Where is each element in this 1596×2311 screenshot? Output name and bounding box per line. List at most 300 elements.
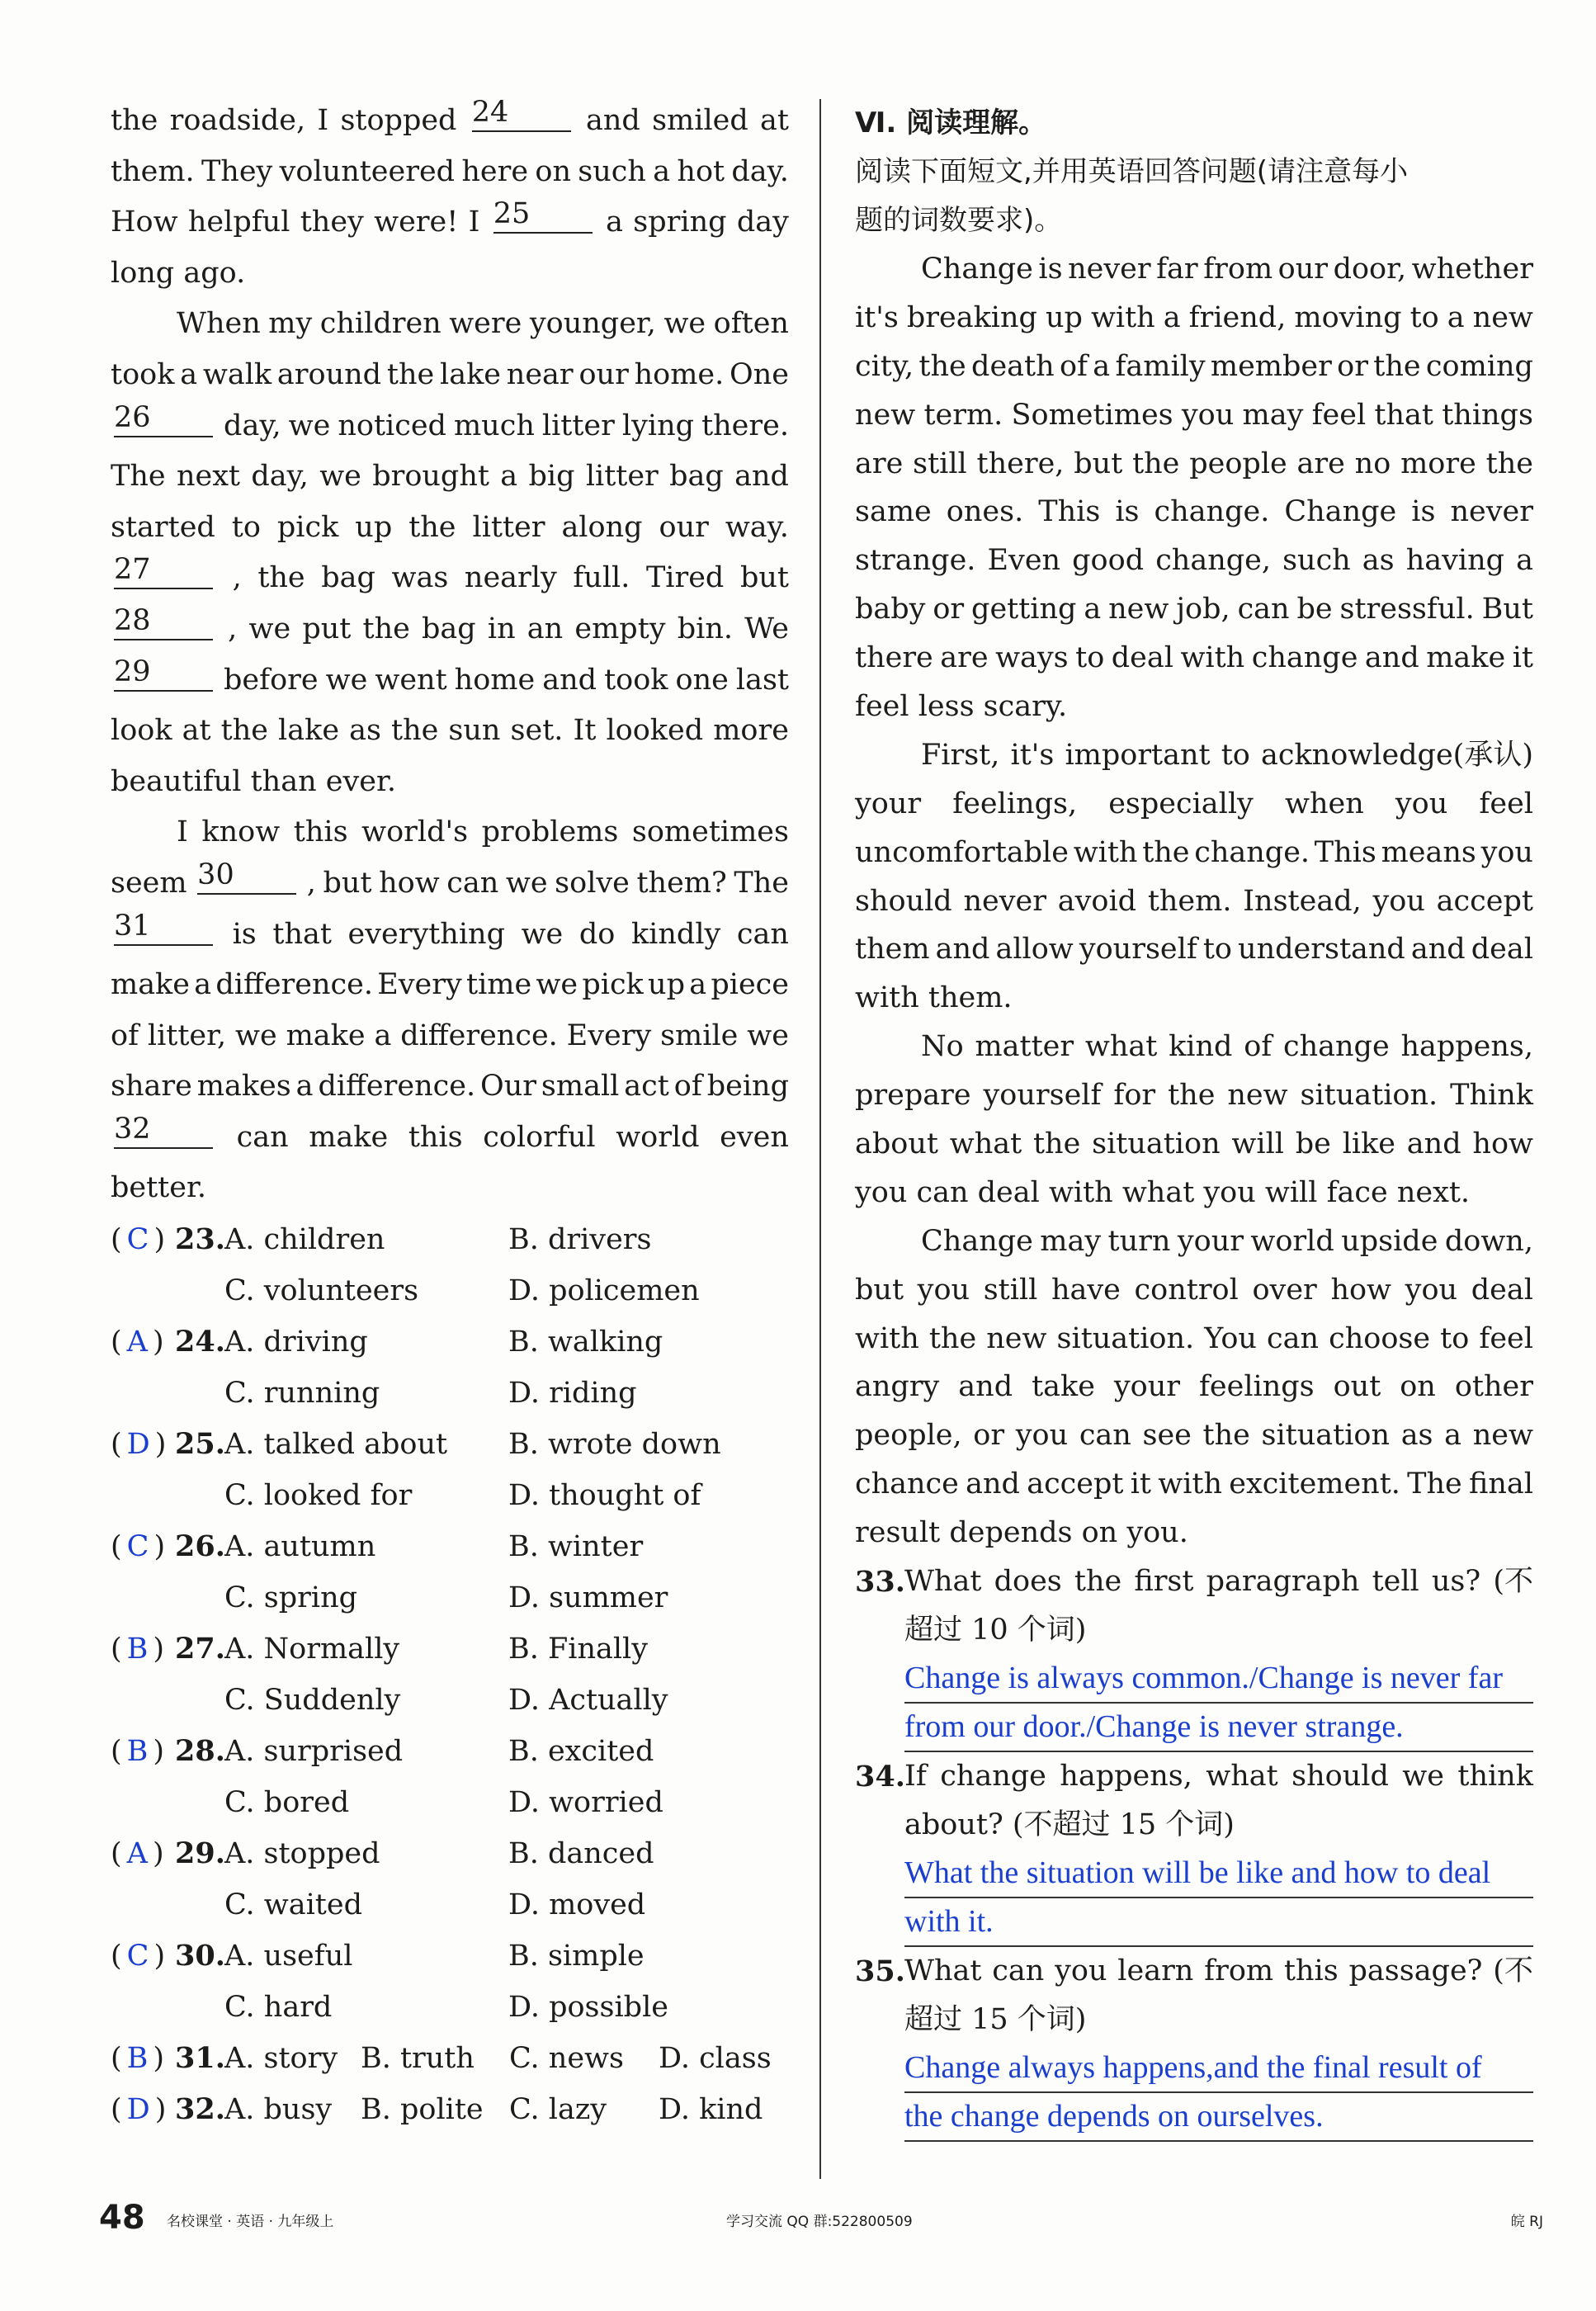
question-word: tell (1372, 1565, 1419, 1599)
passage-line (855, 974, 1533, 1023)
option-d: D. possible (508, 1991, 668, 2024)
passage-word: It (573, 714, 597, 748)
question-word: passage? (1348, 1954, 1483, 1988)
question-line-2 (855, 1996, 1533, 2044)
option-d: D. worried (508, 1786, 663, 1819)
option-row (111, 1265, 789, 1316)
passage-word: One (730, 357, 789, 391)
passage-word: acknowledge(承认) (1261, 738, 1533, 772)
passage-word: When (177, 307, 261, 341)
passage-word: day, (251, 460, 309, 494)
passage-word: went (375, 663, 447, 697)
answer-letter: C (126, 1530, 149, 1563)
question-number: 24. (175, 1325, 225, 1359)
passage-word: from (1203, 253, 1273, 286)
passage-word: with (855, 1321, 919, 1355)
option-b: B. drivers (508, 1223, 652, 1256)
passage-word: the (111, 104, 158, 137)
passage-word: the (1485, 447, 1533, 480)
question-line-2 (855, 1801, 1533, 1850)
option-row (111, 1879, 789, 1931)
question-word: (不 (1493, 1565, 1533, 1599)
option-c: C. Suddenly (224, 1684, 401, 1717)
passage-word: the (1032, 1127, 1081, 1161)
passage-word: and (734, 460, 789, 494)
option-d: D. kind (659, 2093, 763, 2126)
answer-paren: ( C ) (111, 1940, 166, 1973)
passage-word: day. (731, 154, 789, 188)
passage-word: lake (440, 357, 501, 391)
answer-paren: ( C ) (111, 1223, 166, 1256)
passage-word: that (1374, 398, 1433, 432)
passage-word: new (1227, 1079, 1288, 1113)
passage-word: How (111, 206, 178, 239)
passage-line (111, 910, 789, 961)
passage-line (111, 1061, 789, 1113)
passage-line (855, 1169, 1533, 1217)
option-c: C. waited (224, 1888, 362, 1921)
answer-paren: ( A ) (111, 1837, 164, 1870)
passage-word: make (309, 1120, 389, 1154)
passage-word: We (744, 612, 789, 645)
passage-word: are (1296, 447, 1345, 480)
question-word: change (940, 1760, 1046, 1794)
passage-word: day, (224, 409, 281, 442)
passage-word: small (541, 1070, 620, 1104)
answer-letter: B (126, 1735, 149, 1768)
passage-word: can (446, 866, 499, 900)
passage-line (111, 197, 789, 248)
passage-word: breaking (906, 300, 1037, 334)
passage-word: allow (995, 933, 1074, 966)
option-c: C. lazy (509, 2093, 607, 2126)
passage-text: long ago. (111, 256, 246, 290)
option-b: B. simple (508, 1940, 645, 1973)
passage-word: one (675, 663, 729, 697)
passage-word: , (232, 561, 242, 595)
option-b: B. excited (508, 1735, 654, 1768)
option-row (111, 2084, 789, 2135)
option-c: C. running (224, 1377, 380, 1410)
passage-word: friend, (1188, 300, 1287, 334)
passage-word: never (1068, 253, 1151, 286)
passage-word: that (272, 917, 332, 951)
passage-word: how (1330, 1273, 1392, 1307)
passage-word: bag (321, 561, 375, 595)
question-text-2: about? (不超过 15 个词) (904, 1808, 1235, 1842)
passage-line (111, 350, 789, 401)
passage-word: no (1354, 447, 1391, 480)
passage-word: more (713, 714, 789, 748)
blank-28: 28 (114, 604, 213, 640)
option-d: D. summer (508, 1581, 668, 1614)
passage-word: much (453, 409, 535, 442)
passage-word: But (1481, 593, 1533, 626)
question-word: If (904, 1760, 927, 1794)
passage-word: we (235, 1018, 277, 1052)
question-text-2: 超过 10 个词) (904, 1614, 1087, 1647)
option-a: A. talked about (224, 1428, 448, 1461)
passage-line (855, 1023, 1533, 1071)
passage-line (111, 706, 789, 757)
passage-word: will (1231, 1127, 1284, 1161)
passage-word: to (1409, 300, 1439, 334)
passage-word: of (1059, 349, 1088, 383)
question-line (855, 1947, 1533, 1996)
passage-word: the (1142, 835, 1190, 869)
option-d: D. Actually (508, 1684, 668, 1717)
passage-word: such (1282, 544, 1351, 578)
blank-31: 31 (114, 910, 213, 946)
passage-word: the (1132, 447, 1180, 480)
passage-line (855, 1460, 1533, 1509)
question-number: 33. (855, 1565, 905, 1600)
question-text (904, 1557, 1533, 1606)
passage-word: still (913, 447, 967, 480)
option-a: A. children (224, 1223, 385, 1256)
passage-word: helpful (187, 206, 290, 239)
passage-line (855, 245, 1533, 294)
passage-word: see (1142, 1419, 1192, 1453)
passage-word: about (855, 1127, 938, 1161)
passage-line (111, 757, 789, 808)
answer-line: the change depends on ourselves. (904, 2093, 1533, 2142)
passage-word: people (1189, 447, 1287, 480)
passage-word: last (735, 663, 789, 697)
passage-word: started (111, 510, 215, 544)
passage-word: do (578, 917, 616, 951)
passage-word: Our (480, 1070, 536, 1104)
passage-word: and (542, 663, 597, 697)
passage-text: result depends on you. (855, 1516, 1188, 1550)
passage-word: upside (1341, 1224, 1438, 1258)
passage-word: or (973, 1419, 1005, 1453)
qq-group: 学习交流 QQ 群:522800509 (726, 2214, 913, 2230)
passage-word: out (1333, 1370, 1381, 1404)
passage-word: new (855, 398, 916, 432)
option-d: D. class (659, 2042, 772, 2075)
passage-word: still (983, 1273, 1038, 1307)
passage-word: the (220, 714, 268, 748)
passage-word: change, (1155, 544, 1271, 578)
passage-word: means (1381, 835, 1476, 869)
passage-word: you (1015, 1419, 1069, 1453)
passage-word: door, (1333, 253, 1407, 286)
passage-word: a (1084, 593, 1102, 626)
passage-word: to (1202, 933, 1232, 966)
cloze-options (111, 1214, 789, 2135)
passage-word: change. (1154, 495, 1270, 529)
passage-word: deal (1111, 641, 1173, 675)
passage-line (855, 343, 1533, 391)
passage-line (855, 1509, 1533, 1557)
passage-word: an (526, 612, 564, 645)
question-word: can (992, 1954, 1045, 1988)
answer-paren: ( C ) (111, 1530, 166, 1563)
book-title: 名校课堂 · 英语 · 九年级上 (167, 2214, 334, 2230)
option-row (111, 1828, 789, 1879)
passage-word: Change (1284, 495, 1397, 529)
passage-word: No (921, 1030, 964, 1064)
passage-word: even (720, 1120, 789, 1154)
passage-line (111, 604, 789, 655)
passage-word: sun (448, 714, 501, 748)
passage-word: as (349, 714, 381, 748)
option-b: B. wrote down (508, 1428, 721, 1461)
passage-word: is (232, 917, 257, 951)
passage-line (111, 1113, 789, 1164)
question-word: (不 (1493, 1954, 1533, 1988)
passage-word: them. (111, 154, 195, 188)
passage-word: Every (566, 1018, 652, 1052)
passage-word: strange. (855, 544, 976, 578)
passage-word: final (1469, 1467, 1533, 1501)
passage-word: we (505, 866, 548, 900)
cloze-passage (111, 96, 789, 1214)
passage-line (855, 1071, 1533, 1120)
passage-word: you (1480, 835, 1533, 869)
passage-word: a (374, 1018, 392, 1052)
question-number: 31. (175, 2041, 225, 2075)
passage-word: down, (1444, 1224, 1533, 1258)
passage-word: excitement. (1229, 1467, 1400, 1501)
section-instructions: 阅读下面短文,并用英语回答问题(请注意每小 (855, 155, 1409, 188)
passage-line (111, 248, 789, 300)
passage-word: , (306, 866, 316, 900)
passage-word: The (111, 460, 166, 494)
passage-word: took (111, 357, 175, 391)
passage-word: the (257, 561, 305, 595)
passage-word: understand (1238, 933, 1405, 966)
passage-word: or (1337, 349, 1368, 383)
passage-word: to (1440, 1321, 1470, 1355)
passage-text: with them. (855, 981, 1013, 1015)
passage-word: make (111, 968, 190, 1002)
passage-word: may (1242, 398, 1304, 432)
passage-word: your (855, 787, 922, 820)
passage-word: can (1079, 1419, 1131, 1453)
passage-word: may (1040, 1224, 1102, 1258)
passage-word: situation. (1056, 1321, 1195, 1355)
passage-word: with (1090, 300, 1155, 334)
option-row (111, 1316, 789, 1368)
passage-word: death (971, 349, 1055, 383)
question-word: What (904, 1565, 982, 1599)
passage-word: sometimes (631, 815, 789, 849)
answer-paren: ( A ) (111, 1326, 164, 1359)
passage-word: deal (1471, 1273, 1533, 1307)
passage-word: be (1296, 593, 1333, 626)
blank-26: 26 (114, 401, 213, 437)
answer-letter: D (126, 2093, 150, 2126)
passage-text: feel less scary. (855, 690, 1068, 724)
passage-word: make (1426, 641, 1506, 675)
passage-word: Even (987, 544, 1061, 578)
passage-word: were! (374, 206, 459, 239)
passage-word: up (648, 968, 685, 1002)
passage-word: walk (202, 357, 272, 391)
passage-word: , (228, 612, 238, 645)
passage-word: world (1250, 1224, 1334, 1258)
passage-word: in (487, 612, 516, 645)
blank-25: 25 (493, 197, 593, 234)
passage-word: the (1168, 1079, 1216, 1113)
passage-word: choose (1329, 1321, 1431, 1355)
passage-word: a (1447, 300, 1465, 334)
passage-word: being (706, 1070, 789, 1104)
passage-word: feelings, (952, 787, 1078, 820)
passage-word: feel (1311, 398, 1367, 432)
passage-word: we (536, 968, 578, 1002)
question-word: you (1055, 1954, 1107, 1988)
passage-word: more (1400, 447, 1476, 480)
option-b: B. winter (508, 1530, 644, 1563)
questions (855, 1557, 1533, 2142)
passage-word: you (917, 1273, 970, 1307)
passage-line (855, 294, 1533, 343)
passage-word: take (1032, 1370, 1095, 1404)
passage-line (111, 807, 789, 858)
answer-letter: D (126, 1428, 150, 1461)
passage-word: new (1472, 300, 1533, 334)
passage-word: never (963, 884, 1046, 918)
option-c: C. spring (224, 1581, 358, 1614)
passage-word: of (1244, 1030, 1273, 1064)
passage-word: looked (606, 714, 704, 748)
reading-passage (855, 245, 1533, 1557)
option-d: D. thought of (508, 1479, 701, 1512)
passage-word: and (586, 104, 640, 137)
passage-word: we (248, 612, 291, 645)
passage-word: look (111, 714, 172, 748)
passage-word: a (1093, 349, 1111, 383)
option-row (111, 1726, 789, 1777)
passage-word: it's (1010, 738, 1055, 772)
answer-letter: B (126, 2042, 149, 2075)
passage-word: for (1113, 1079, 1156, 1113)
passage-word: with (1158, 1467, 1222, 1501)
question-word: from (1204, 1954, 1274, 1988)
passage-text: better. (111, 1171, 206, 1205)
passage-word: hot (677, 154, 725, 188)
passage-word: next (176, 460, 240, 494)
passage-word: this (408, 1120, 463, 1154)
answer-line: What the situation will be like and how to deal (904, 1850, 1533, 1898)
passage-word: pick (582, 968, 644, 1002)
passage-word: term. (923, 398, 1003, 432)
passage-word: there. (701, 409, 789, 442)
passage-word: pick (276, 510, 339, 544)
passage-word: The (1407, 1467, 1462, 1501)
passage-word: such (578, 154, 646, 188)
option-a: A. stopped (224, 1837, 380, 1870)
passage-word: you (1405, 1273, 1458, 1307)
passage-line (855, 1266, 1533, 1315)
question-word: this (1283, 1954, 1339, 1988)
question-word: think (1457, 1760, 1533, 1794)
passage-word: we (521, 917, 564, 951)
passage-word: time (466, 968, 532, 1002)
passage-line (855, 1363, 1533, 1411)
passage-line (111, 858, 789, 910)
passage-word: and (958, 1370, 1013, 1404)
question-word: us? (1431, 1565, 1481, 1599)
passage-word: to (1221, 738, 1250, 772)
question-line (855, 1557, 1533, 1606)
passage-line (111, 960, 789, 1011)
passage-word: litter (472, 510, 545, 544)
passage-word: family (1115, 349, 1206, 383)
passage-word: First, (921, 738, 1000, 772)
passage-word: the (362, 612, 410, 645)
option-c: C. looked for (224, 1479, 413, 1512)
passage-word: day (736, 206, 789, 239)
passage-word: you (1181, 398, 1235, 432)
option-row (111, 1470, 789, 1521)
passage-word: around (276, 357, 382, 391)
option-row (111, 1623, 789, 1675)
option-b: B. Finally (508, 1633, 649, 1666)
passage-word: accept (1027, 1467, 1124, 1501)
passage-word: accept (1436, 884, 1533, 918)
passage-word: You (1204, 1321, 1257, 1355)
passage-word: them (855, 933, 930, 966)
passage-word: empty (574, 612, 666, 645)
passage-word: know (201, 815, 281, 849)
option-c: C. hard (224, 1991, 333, 2024)
passage-line (855, 391, 1533, 440)
passage-word: yourself (983, 1079, 1102, 1113)
option-a: A. surprised (224, 1735, 404, 1768)
question-word: what (1206, 1760, 1278, 1794)
passage-line (111, 401, 789, 452)
passage-word: what (1084, 1030, 1158, 1064)
option-d: D. policemen (508, 1274, 700, 1307)
passage-word: important (1065, 738, 1211, 772)
passage-text: you can deal with what you will face next. (855, 1175, 1471, 1209)
passage-word: and (1364, 641, 1419, 675)
passage-word: change (1283, 1030, 1390, 1064)
passage-line (855, 1411, 1533, 1460)
question-line (855, 1752, 1533, 1801)
passage-word: but (323, 866, 372, 900)
column-divider (819, 99, 821, 2179)
passage-word: set. (510, 714, 564, 748)
passage-word: to (231, 510, 261, 544)
passage-word: way. (725, 510, 789, 544)
question-number: 23. (175, 1222, 225, 1256)
passage-word: can (236, 1120, 289, 1154)
passage-word: be (1295, 1127, 1331, 1161)
option-c: C. volunteers (224, 1274, 419, 1307)
passage-word: but (855, 1273, 904, 1307)
passage-word: angry (855, 1370, 940, 1404)
passage-word: this (293, 815, 348, 849)
passage-word: and (935, 933, 990, 966)
passage-word: solve (555, 866, 630, 900)
question-text (904, 1752, 1533, 1801)
passage-word: to (1075, 641, 1105, 675)
passage-word: younger, (529, 307, 656, 341)
question-number: 35. (855, 1954, 905, 1989)
passage-word: a (500, 460, 518, 494)
passage-word: a (1516, 544, 1533, 578)
passage-word: yourself (1079, 933, 1197, 966)
passage-word: ways (995, 641, 1069, 675)
passage-word: change (1251, 641, 1358, 675)
page-number: 48 (99, 2199, 145, 2237)
passage-word: can (1267, 1321, 1320, 1355)
